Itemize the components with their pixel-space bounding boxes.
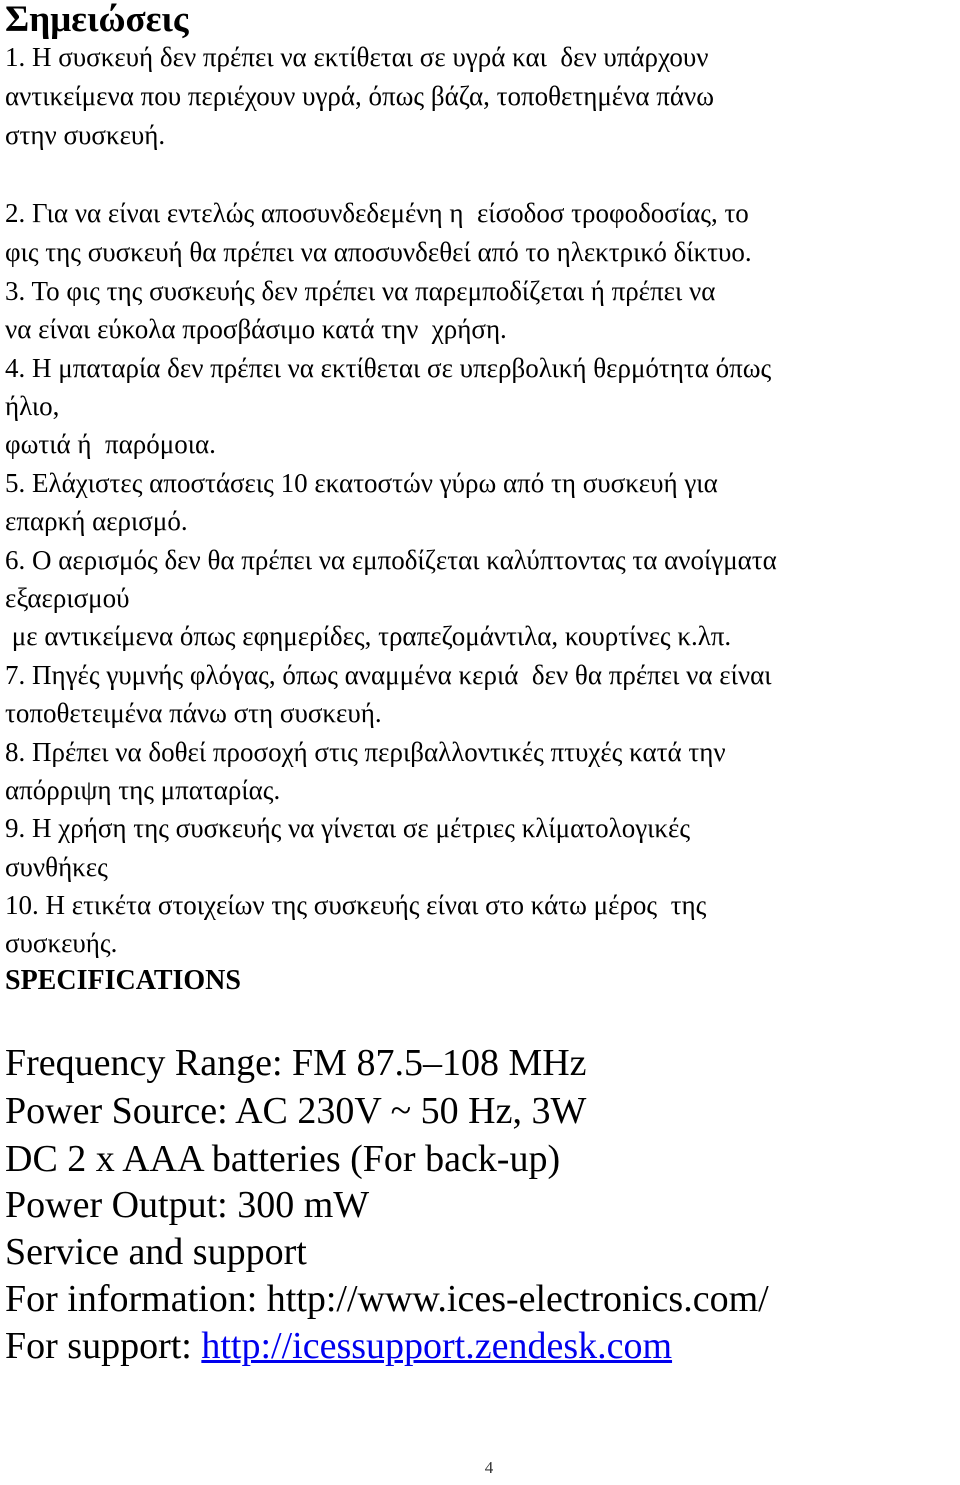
notes-line: 10. Η ετικέτα στοιχείων της συσκευής είναι στο κάτω μέρος της: [5, 890, 707, 920]
notes-line: επαρκή αερισμό.: [5, 506, 188, 536]
notes-line: 2. Για να είναι εντελώς αποσυνδεδεμένη η είσοδοσ τροφοδοσίας, το: [5, 198, 749, 228]
notes-line: 7. Πηγές γυμνής φλόγας, όπως αναμμένα κεριά δεν θα πρέπει να είναι: [5, 660, 772, 690]
notes-line: τοποθετειμένα πάνω στη συσκευή.: [5, 698, 382, 728]
notes-line: φις της συσκευή θα πρέπει να αποσυνδεθεί από το ηλεκτρικό δίκτυο.: [5, 237, 752, 267]
notes-line: εξαερισμού: [5, 583, 130, 613]
notes-line: αντικείμενα που περιέχουν υγρά, όπως βάζα, τοποθετημένα πάνω: [5, 81, 715, 111]
notes-line: 3. Το φις της συσκευής δεν πρέπει να παρεμποδίζεται ή πρέπει να: [5, 276, 716, 306]
notes-line: με αντικείμενα όπως εφημερίδες, τραπεζομάντιλα, κουρτίνες κ.λπ.: [5, 621, 732, 651]
notes-line: 1. Η συσκευή δεν πρέπει να εκτίθεται σε υγρά και δεν υπάρχουν: [5, 42, 709, 72]
notes-line: 9. Η χρήση της συσκευής να γίνεται σε μέτριες κλίματολογικές: [5, 813, 691, 843]
notes-line: να είναι εύκολα προσβάσιμο κατά την χρήση.: [5, 314, 507, 344]
support-label: For support:: [5, 1325, 202, 1367]
notes-line: 4. Η μπαταρία δεν πρέπει να εκτίθεται σε υπερβολική θερμότητα όπως: [5, 353, 772, 383]
spec-line: Power Source: AC 230V ~ 50 Hz, 3W: [5, 1090, 587, 1132]
notes-line: 5. Ελάχιστες αποστάσεις 10 εκατοστών γύρω από τη συσκευή για: [5, 468, 718, 498]
page-number: 4: [484, 1458, 494, 1477]
notes-heading: Σημειώσεις: [5, 0, 189, 40]
spec-line: DC 2 x AAA batteries (For back-up): [5, 1138, 561, 1180]
spec-line: Frequency Range: FM 87.5–108 MHz: [5, 1042, 587, 1084]
notes-line: απόρριψη της μπαταρίας.: [5, 775, 281, 805]
support-link[interactable]: http://icessupport.zendesk.com: [201, 1325, 673, 1367]
notes-line: ήλιο,: [5, 391, 60, 421]
notes-line: συνθήκες: [5, 852, 108, 882]
spec-line: Service and support: [5, 1231, 307, 1273]
notes-line: συσκευής.: [5, 928, 118, 958]
notes-line: 6. Ο αερισμός δεν θα πρέπει να εμποδίζεται καλύπτοντας τα ανοίγματα: [5, 545, 777, 575]
notes-line: φωτιά ή παρόμοια.: [5, 429, 216, 459]
notes-line: 8. Πρέπει να δοθεί προσοχή στις περιβαλλοντικές πτυχές κατά την: [5, 737, 726, 767]
notes-line: στην συσκευή.: [5, 120, 166, 150]
support-line: [5, 1323, 672, 1369]
spec-line: For information: http://www.ices-electronics.com/: [5, 1278, 769, 1320]
specifications-heading: SPECIFICATIONS: [5, 965, 241, 996]
spec-line: Power Output: 300 mW: [5, 1184, 370, 1226]
